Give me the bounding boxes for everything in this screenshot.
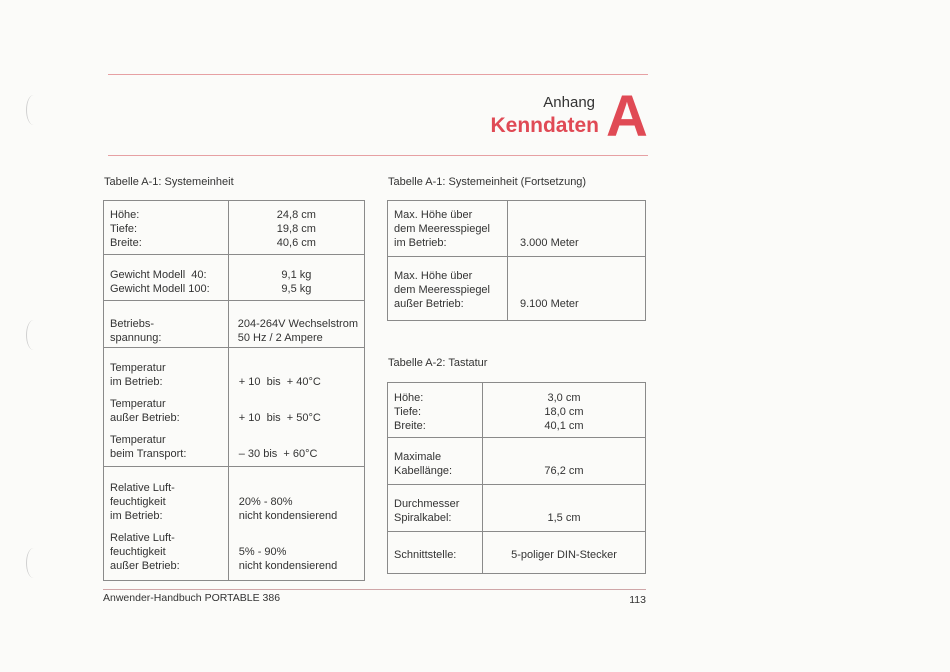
row-value: 3,0 cm 18,0 cm 40,1 cm [483, 383, 646, 438]
header-rule-top [108, 74, 648, 75]
binder-hole [26, 95, 41, 125]
row-label: Schnittstelle: [388, 532, 483, 574]
section-subtitle: Anhang [543, 94, 595, 111]
table-systemeinheit-fortsetzung [387, 200, 646, 321]
row-value: 9,1 kg 9,5 kg [228, 255, 364, 301]
table-row [104, 348, 365, 467]
section-letter: A [606, 84, 648, 149]
row-value: + 10 bis + 40°C + 10 bis + 50°C – 30 bis + 60°C [228, 348, 364, 467]
row-label: Temperatur im Betrieb: Temperatur außer Betrieb: Temperatur beim Transport: [104, 348, 229, 467]
row-value: 1,5 cm [483, 485, 646, 532]
table1-cont-caption: Tabelle A-1: Systemeinheit (Fortsetzung) [388, 176, 587, 188]
table-row [388, 438, 646, 485]
row-value: 20% - 80% nicht kondensierend 5% - 90% nicht kondensierend [228, 467, 364, 581]
row-label: Max. Höhe über dem Meeresspiegel außer Betrieb: [388, 257, 508, 321]
row-value: 24,8 cm 19,8 cm 40,6 cm [228, 201, 364, 255]
row-value: 9.100 Meter [508, 257, 646, 321]
binder-hole [26, 320, 41, 350]
table-row [388, 383, 646, 438]
header-rule-bottom [108, 155, 648, 156]
table-row [388, 532, 646, 574]
row-label: Höhe: Tiefe: Breite: [388, 383, 483, 438]
row-label: Höhe: Tiefe: Breite: [104, 201, 229, 255]
row-label: Durchmesser Spiralkabel: [388, 485, 483, 532]
section-title: Kenndaten [490, 114, 599, 137]
table-row [388, 201, 646, 257]
table-row [388, 485, 646, 532]
table-systemeinheit [103, 200, 365, 581]
table-row [388, 257, 646, 321]
row-label: Max. Höhe über dem Meeresspiegel im Betrieb: [388, 201, 508, 257]
binder-hole [26, 548, 41, 578]
row-value: 76,2 cm [483, 438, 646, 485]
table-row [104, 255, 365, 301]
page-number: 113 [629, 594, 646, 606]
table-row [104, 201, 365, 255]
table-row [104, 467, 365, 581]
footer-title: Anwender-Handbuch PORTABLE 386 [103, 592, 281, 604]
row-value: 5-poliger DIN-Stecker [483, 532, 646, 574]
row-value: 3.000 Meter [508, 201, 646, 257]
table2-caption: Tabelle A-2: Tastatur [388, 357, 488, 369]
table-tastatur [387, 382, 646, 574]
row-label: Gewicht Modell 40: Gewicht Modell 100: [104, 255, 229, 301]
row-label: Maximale Kabellänge: [388, 438, 483, 485]
row-label: Relative Luft- feuchtigkeit im Betrieb: Relative Luft- feuchtigkeit außer Betrieb: [104, 467, 229, 581]
footer-rule [103, 589, 646, 590]
row-value: 204-264V Wechselstrom 50 Hz / 2 Ampere [228, 301, 364, 348]
row-label: Betriebs- spannung: [104, 301, 229, 348]
table-row [104, 301, 365, 348]
table1-caption: Tabelle A-1: Systemeinheit [104, 176, 234, 188]
